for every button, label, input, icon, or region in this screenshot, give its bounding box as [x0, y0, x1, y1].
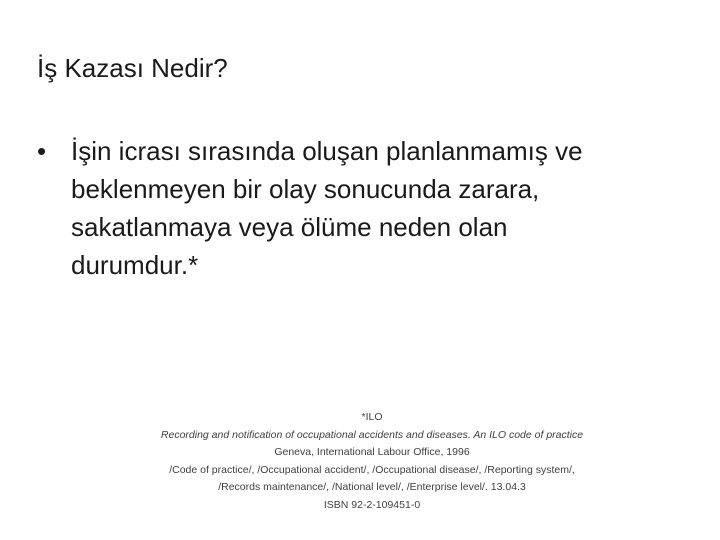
citation-footnote [130, 409, 614, 514]
slide-title: İş Kazası Nedir? [37, 53, 228, 83]
bullet-line: İşin icrası sırasında oluşan planlanmamış ve [71, 136, 583, 166]
citation-publisher: Geneva, International Labour Office, 1996 [274, 446, 470, 458]
bullet-line: beklenmeyen bir olay sonucunda zarara, [71, 174, 540, 204]
citation-source: *ILO [361, 411, 383, 423]
citation-title: Recording and notification of occupational accidents and diseases. An ILO code of practice [160, 428, 584, 441]
citation-keywords: /Code of practice/, /Occupational accident/, /Occupational disease/, /Reporting system/, [169, 463, 575, 476]
bullet-line: sakatlanmaya veya ölüme neden olan [71, 212, 508, 242]
bullet-line: durumdur.* [71, 250, 199, 280]
bullet-marker: • [37, 136, 47, 166]
bullet-item [37, 132, 677, 284]
citation-isbn: ISBN 92-2-109451-0 [323, 498, 421, 511]
citation-keywords: /Records maintenance/, /National level/, /Enterprise level/. 13.04.3 [218, 481, 526, 493]
bullet-list [37, 132, 677, 284]
